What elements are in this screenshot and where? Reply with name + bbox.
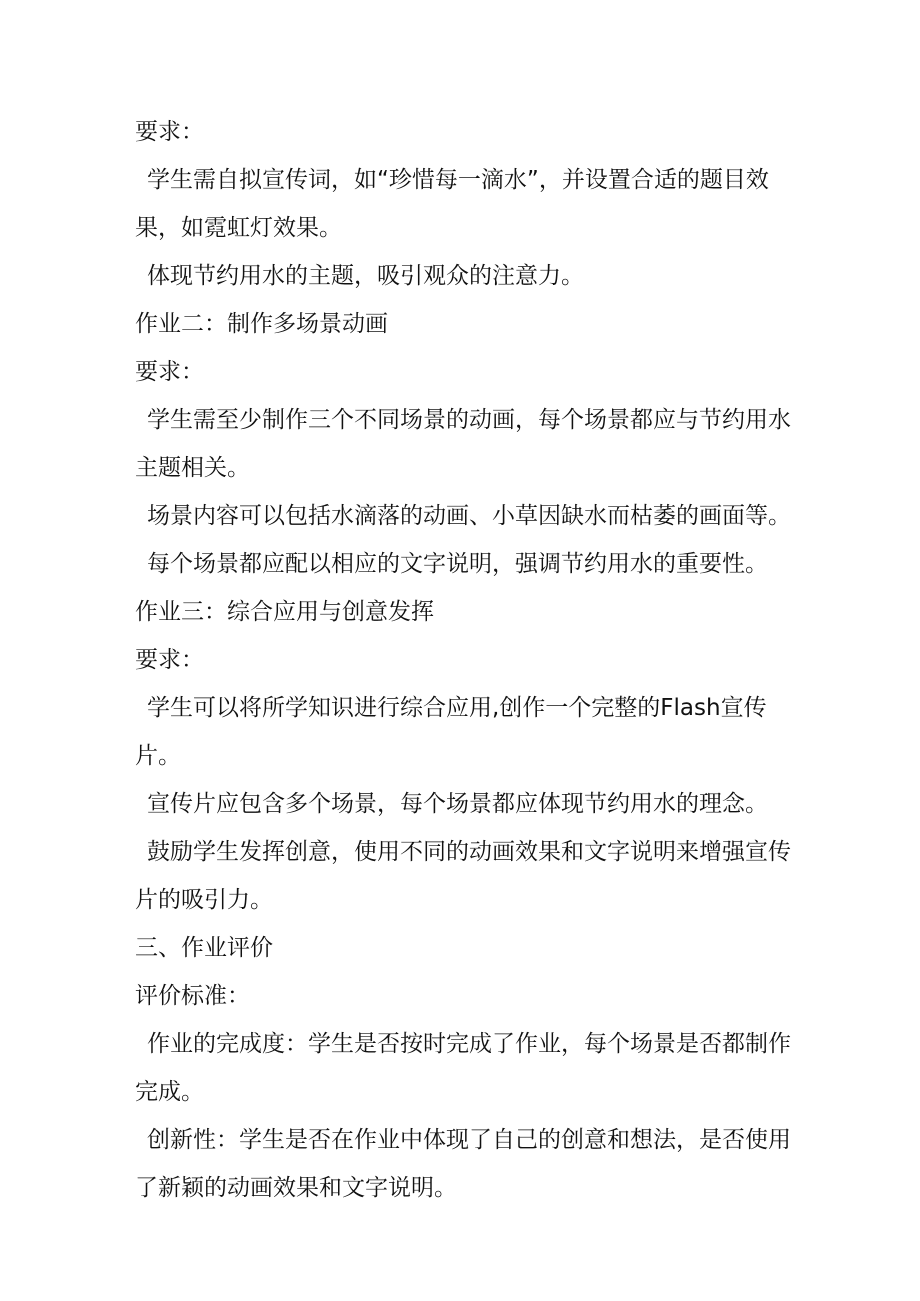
- paragraph: 创新性：学生是否在作业中体现了自己的创意和想法，是否使用了新颖的动画效果和文字说明。: [135, 1127, 791, 1201]
- paragraph: 场景内容可以包括水滴落的动画、小草因缺水而枯萎的画面等。: [147, 503, 791, 529]
- paragraph: 学生可以将所学知识进行综合应用,创作一个完整的Flash宣传片。: [135, 695, 767, 769]
- section-heading-assignment-2: 作业二：制作多场景动画: [135, 311, 388, 337]
- paragraph: 宣传片应包含多个场景，每个场景都应体现节约用水的理念。: [147, 791, 768, 817]
- requirement-label: 要求：: [135, 647, 204, 673]
- requirement-label: 要求：: [135, 359, 204, 385]
- paragraph: 学生需至少制作三个不同场景的动画，每个场景都应与节约用水主题相关。: [135, 407, 791, 481]
- section-heading-evaluation: 三、作业评价: [135, 935, 273, 961]
- paragraph: 学生需自拟宣传词，如“珍惜每一滴水”，并设置合适的题目效果，如霓虹灯效果。: [135, 167, 769, 241]
- paragraph: 每个场景都应配以相应的文字说明，强调节约用水的重要性。: [147, 551, 768, 577]
- paragraph: 作业的完成度：学生是否按时完成了作业，每个场景是否都制作完成。: [135, 1031, 791, 1105]
- document-body: [135, 108, 807, 1212]
- paragraph: 体现节约用水的主题，吸引观众的注意力。: [147, 263, 584, 289]
- section-heading-assignment-3: 作业三：综合应用与创意发挥: [135, 599, 434, 625]
- requirement-label: 要求：: [135, 119, 204, 145]
- paragraph: 鼓励学生发挥创意，使用不同的动画效果和文字说明来增强宣传片的吸引力。: [135, 839, 791, 913]
- criteria-label: 评价标准：: [135, 983, 250, 1009]
